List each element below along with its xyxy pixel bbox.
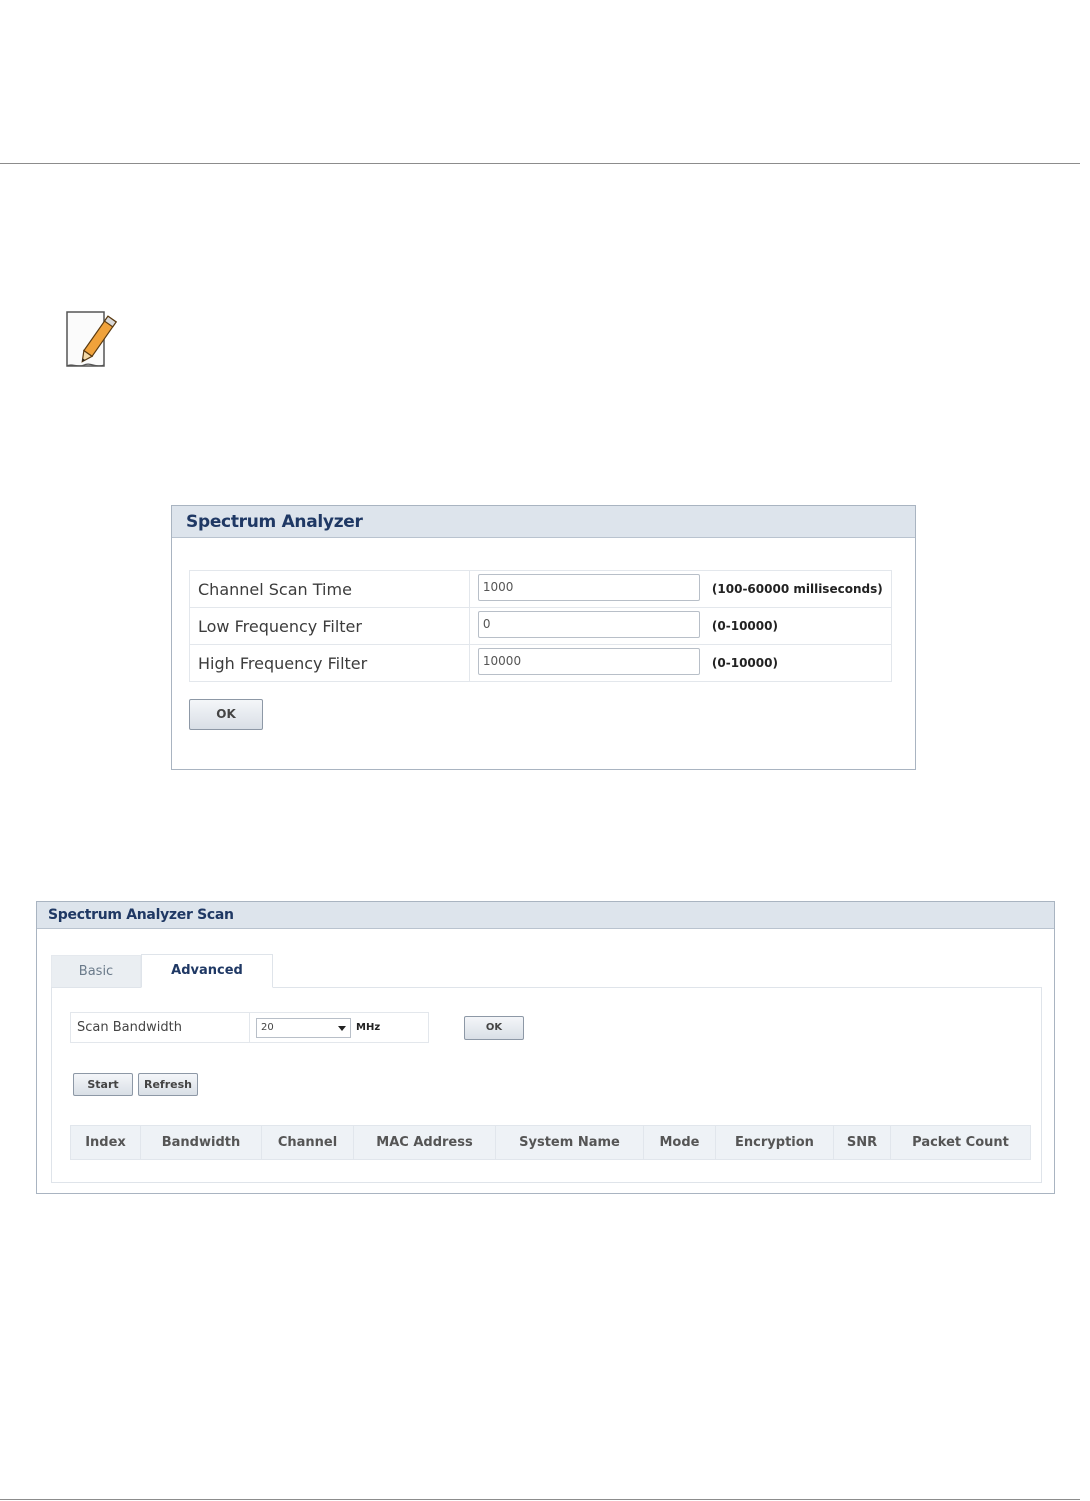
tab-basic[interactable]: Basic — [51, 955, 141, 987]
high-frequency-filter-row — [190, 645, 892, 682]
scan-results-table — [70, 1125, 1031, 1160]
bottom-divider — [0, 1499, 1080, 1500]
panel-title: Spectrum Analyzer — [172, 506, 915, 538]
scan-bandwidth-select[interactable] — [256, 1018, 351, 1038]
panel-title: Spectrum Analyzer Scan — [37, 902, 1054, 929]
tab-advanced[interactable]: Advanced — [141, 954, 273, 988]
channel-scan-time-range: (100-60000 milliseconds) — [711, 582, 883, 596]
ok-button[interactable]: OK — [189, 699, 263, 730]
column-header-packet-count[interactable]: Packet Count — [891, 1126, 1031, 1160]
high-frequency-filter-label: High Frequency Filter — [190, 645, 470, 682]
column-header-system-name[interactable]: System Name — [496, 1126, 644, 1160]
scan-bandwidth-row — [70, 1012, 429, 1043]
settings-table — [189, 570, 892, 682]
spectrum-analyzer-panel — [171, 505, 916, 770]
table-header-row — [71, 1126, 1031, 1160]
high-frequency-filter-range: (0-10000) — [711, 656, 778, 670]
column-header-index[interactable]: Index — [71, 1126, 141, 1160]
scan-bandwidth-value: 20 — [261, 1022, 274, 1033]
channel-scan-time-label: Channel Scan Time — [190, 571, 470, 608]
start-button[interactable]: Start — [73, 1073, 133, 1096]
spectrum-analyzer-scan-panel — [36, 901, 1055, 1194]
scan-bandwidth-label: Scan Bandwidth — [71, 1013, 250, 1043]
scan-bandwidth-unit: MHz — [356, 1022, 381, 1033]
bandwidth-ok-button[interactable]: OK — [464, 1016, 524, 1040]
column-header-bandwidth[interactable]: Bandwidth — [141, 1126, 262, 1160]
low-frequency-filter-range: (0-10000) — [711, 619, 778, 633]
top-divider — [0, 163, 1080, 164]
column-header-mode[interactable]: Mode — [644, 1126, 716, 1160]
channel-scan-time-input[interactable]: 1000 — [478, 574, 700, 601]
note-pencil-icon — [60, 308, 120, 372]
dropdown-arrow-icon — [338, 1026, 346, 1031]
column-header-channel[interactable]: Channel — [262, 1126, 354, 1160]
refresh-button[interactable]: Refresh — [138, 1073, 198, 1096]
high-frequency-filter-input[interactable]: 10000 — [478, 648, 700, 675]
channel-scan-time-row — [190, 571, 892, 608]
column-header-snr[interactable]: SNR — [834, 1126, 891, 1160]
low-frequency-filter-label: Low Frequency Filter — [190, 608, 470, 645]
low-frequency-filter-row — [190, 608, 892, 645]
column-header-encryption[interactable]: Encryption — [716, 1126, 834, 1160]
column-header-mac-address[interactable]: MAC Address — [354, 1126, 496, 1160]
low-frequency-filter-input[interactable]: 0 — [478, 611, 700, 638]
